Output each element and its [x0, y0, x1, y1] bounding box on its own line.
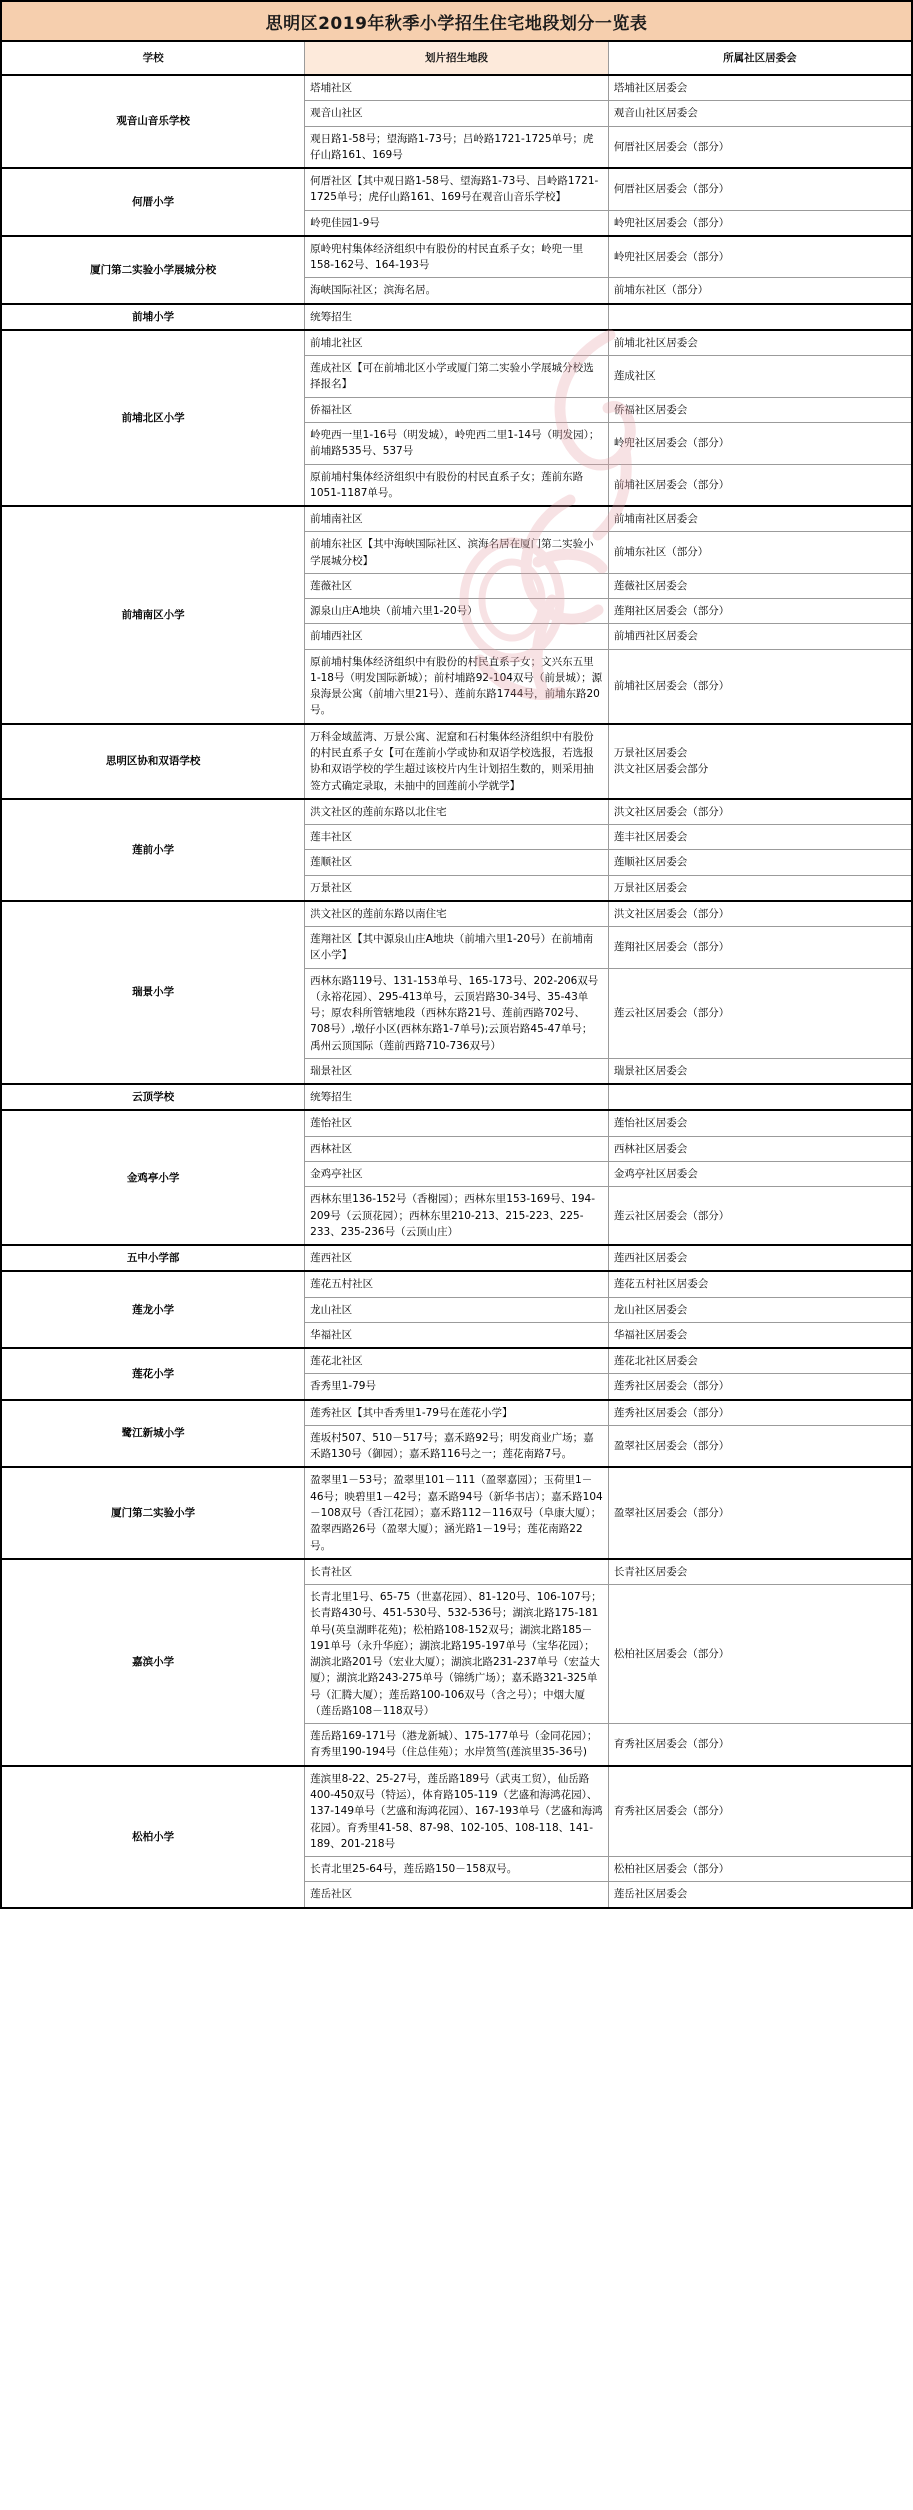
table-row	[1, 1400, 912, 1426]
cell-community-committee: 莲薇社区居委会	[608, 573, 912, 598]
cell-school-name: 何厝小学	[1, 168, 305, 236]
cell-community-committee: 前埔社区居委会（部分）	[608, 649, 912, 724]
cell-community-committee: 岭兜社区居委会（部分）	[608, 236, 912, 278]
cell-community-committee: 育秀社区居委会（部分）	[608, 1724, 912, 1766]
cell-community-committee	[608, 1084, 912, 1110]
table-title-bar	[0, 0, 913, 40]
cell-enrollment-area: 岭兜西一里1-16号（明发城），岭兜西二里1-14号（明发园）；前埔路535号、537号	[305, 422, 609, 464]
cell-enrollment-area: 海峡国际社区；滨海名居。	[305, 278, 609, 304]
cell-enrollment-area: 莲花五村社区	[305, 1271, 609, 1297]
table-row	[1, 168, 912, 210]
cell-community-committee: 松柏社区居委会（部分）	[608, 1857, 912, 1882]
cell-enrollment-area: 原岭兜村集体经济组织中有股份的村民直系子女；岭兜一里158-162号、164-193号	[305, 236, 609, 278]
cell-enrollment-area: 莲西社区	[305, 1245, 609, 1271]
cell-community-committee: 莲西社区居委会	[608, 1245, 912, 1271]
column-header-area: 划片招生地段	[305, 41, 609, 75]
cell-school-name: 云顶学校	[1, 1084, 305, 1110]
cell-enrollment-area: 莲薇社区	[305, 573, 609, 598]
cell-community-committee: 莲云社区居委会（部分）	[608, 968, 912, 1058]
cell-community-committee: 前埔东社区（部分）	[608, 278, 912, 304]
cell-community-committee: 前埔北社区居委会	[608, 330, 912, 356]
cell-school-name: 瑞景小学	[1, 901, 305, 1084]
cell-enrollment-area: 前埔西社区	[305, 624, 609, 649]
cell-enrollment-area: 原前埔村集体经济组织中有股份的村民直系子女；莲前东路1051-1187单号。	[305, 464, 609, 506]
table-row	[1, 1467, 912, 1558]
cell-enrollment-area: 瑞景社区	[305, 1058, 609, 1084]
cell-school-name: 松柏小学	[1, 1766, 305, 1908]
cell-community-committee: 瑞景社区居委会	[608, 1058, 912, 1084]
cell-enrollment-area: 长青北里25-64号，莲岳路150－158双号。	[305, 1857, 609, 1882]
table-row	[1, 1559, 912, 1585]
table-row	[1, 1271, 912, 1297]
cell-enrollment-area: 何厝社区【其中观日路1-58号、望海路1-73号、吕岭路1721-1725单号；虎仔山路161、169号在观音山音乐学校】	[305, 168, 609, 210]
cell-enrollment-area: 盈翠里1－53号；盈翠里101－111（盈翠嘉园）；玉荷里1－46号；映碧里1－42号；嘉禾路94号（新华书店）；嘉禾路104－108双号（香江花园）；嘉禾路112－116双号（阜康大厦）；盈翠西路26号（盈翠大厦）；涵光路1－19号；莲花南路22号。	[305, 1467, 609, 1558]
school-district-table	[0, 40, 913, 1909]
cell-school-name: 五中小学部	[1, 1245, 305, 1271]
cell-community-committee: 莲怡社区居委会	[608, 1110, 912, 1136]
cell-community-committee: 塔埔社区居委会	[608, 75, 912, 101]
cell-school-name: 思明区协和双语学校	[1, 724, 305, 799]
cell-school-name: 前埔小学	[1, 304, 305, 330]
table-row	[1, 1245, 912, 1271]
cell-enrollment-area: 莲成社区【可在前埔北区小学或厦门第二实验小学展城分校选择报名】	[305, 356, 609, 398]
cell-community-committee: 莲顺社区居委会	[608, 850, 912, 875]
cell-enrollment-area: 前埔东社区【其中海峡国际社区、滨海名居在厦门第二实验小学展城分校】	[305, 532, 609, 574]
cell-community-committee: 西林社区居委会	[608, 1136, 912, 1161]
cell-school-name: 鹭江新城小学	[1, 1400, 305, 1468]
cell-school-name: 厦门第二实验小学展城分校	[1, 236, 305, 304]
cell-enrollment-area: 观音山社区	[305, 101, 609, 126]
cell-community-committee: 岭兜社区居委会（部分）	[608, 210, 912, 236]
cell-school-name: 嘉滨小学	[1, 1559, 305, 1766]
cell-community-committee: 洪文社区居委会（部分）	[608, 799, 912, 825]
table-header-row	[1, 41, 912, 75]
cell-community-committee: 侨福社区居委会	[608, 397, 912, 422]
cell-enrollment-area: 塔埔社区	[305, 75, 609, 101]
cell-enrollment-area: 莲岳社区	[305, 1882, 609, 1908]
cell-community-committee: 盈翠社区居委会（部分）	[608, 1425, 912, 1467]
table-row	[1, 75, 912, 101]
cell-community-committee: 莲成社区	[608, 356, 912, 398]
cell-school-name: 莲花小学	[1, 1348, 305, 1400]
cell-community-committee: 盈翠社区居委会（部分）	[608, 1467, 912, 1558]
cell-school-name: 观音山音乐学校	[1, 75, 305, 168]
cell-community-committee: 莲翔社区居委会（部分）	[608, 599, 912, 624]
column-header-community: 所属社区居委会	[608, 41, 912, 75]
cell-school-name: 厦门第二实验小学	[1, 1467, 305, 1558]
table-row	[1, 330, 912, 356]
cell-enrollment-area: 莲顺社区	[305, 850, 609, 875]
page-title: 思明区2019年秋季小学招生住宅地段划分一览表	[265, 13, 648, 34]
cell-community-committee: 育秀社区居委会（部分）	[608, 1766, 912, 1857]
cell-enrollment-area: 洪文社区的莲前东路以南住宅	[305, 901, 609, 927]
cell-enrollment-area: 莲岳路169-171号（港龙新城）、175-177单号（金同花园）；育秀里190-194号（住总佳苑）；水岸筼筜(莲滨里35-36号)	[305, 1724, 609, 1766]
table-row	[1, 1084, 912, 1110]
cell-enrollment-area: 莲丰社区	[305, 825, 609, 850]
cell-enrollment-area: 统筹招生	[305, 304, 609, 330]
table-row	[1, 1766, 912, 1857]
cell-community-committee: 万景社区居委会	[608, 875, 912, 901]
table-row	[1, 724, 912, 799]
cell-community-committee: 前埔社区居委会（部分）	[608, 464, 912, 506]
cell-community-committee: 何厝社区居委会（部分）	[608, 168, 912, 210]
cell-enrollment-area: 莲秀社区【其中香秀里1-79号在莲花小学】	[305, 1400, 609, 1426]
cell-community-committee: 前埔东社区（部分）	[608, 532, 912, 574]
cell-community-committee: 莲岳社区居委会	[608, 1882, 912, 1908]
table-row	[1, 799, 912, 825]
cell-enrollment-area: 莲滨里8-22、25-27号，莲岳路189号（武夷工贸），仙岳路400-450双号（特运），体育路105-119（艺盛和海鸿花园）、137-149单号（艺盛和海鸿花园）、167-193单号（艺盛和海鸿花园）。育秀里41-58、87-98、102-105、108-118、141-189、201-218号	[305, 1766, 609, 1857]
cell-enrollment-area: 莲怡社区	[305, 1110, 609, 1136]
cell-enrollment-area: 万科金域蓝湾、万景公寓、泥窟和石村集体经济组织中有股份的村民直系子女【可在莲前小学或协和双语学校选报，若选报协和双语学校的学生超过该校片内生计划招生数的，则采用抽签方式确定录取，未抽中的回莲前小学就学】	[305, 724, 609, 799]
cell-enrollment-area: 岭兜佳园1-9号	[305, 210, 609, 236]
cell-community-committee: 莲秀社区居委会（部分）	[608, 1374, 912, 1400]
cell-community-committee: 莲花北社区居委会	[608, 1348, 912, 1374]
cell-community-committee: 莲秀社区居委会（部分）	[608, 1400, 912, 1426]
table-row	[1, 1348, 912, 1374]
cell-community-committee: 莲丰社区居委会	[608, 825, 912, 850]
column-header-school: 学校	[1, 41, 305, 75]
cell-school-name: 莲前小学	[1, 799, 305, 901]
cell-enrollment-area: 前埔北社区	[305, 330, 609, 356]
table-row	[1, 236, 912, 278]
cell-enrollment-area: 西林东里136-152号（香榭园）；西林东里153-169号、194-209号（云顶花园）；西林东里210-213、215-223、225-233、235-236号（云顶山庄）	[305, 1187, 609, 1245]
cell-community-committee: 前埔西社区居委会	[608, 624, 912, 649]
table-row	[1, 506, 912, 532]
cell-enrollment-area: 长青北里1号、65-75（世嘉花园）、81-120号、106-107号；长青路430号、451-530号、532-536号；湖滨北路175-181单号(英皇湖畔花苑)；松柏路108-152双号；湖滨北路185－191单号（永升华庭）；湖滨北路195-197单号（宝华花园）；湖滨北路201号（宏业大厦）；湖滨北路231-237单号（宏益大厦）；湖滨北路243-275单号（锦绣广场）；嘉禾路321-325单号（汇腾大厦）；莲岳路100-106双号（含之号）；中烟大厦（莲岳路108－118双号）	[305, 1585, 609, 1724]
cell-enrollment-area: 观日路1-58号；望海路1-73号；吕岭路1721-1725单号；虎仔山路161、169号	[305, 126, 609, 168]
cell-community-committee: 万景社区居委会 洪文社区居委会部分	[608, 724, 912, 799]
cell-enrollment-area: 洪文社区的莲前东路以北住宅	[305, 799, 609, 825]
cell-enrollment-area: 侨福社区	[305, 397, 609, 422]
cell-enrollment-area: 香秀里1-79号	[305, 1374, 609, 1400]
cell-school-name: 莲龙小学	[1, 1271, 305, 1348]
cell-community-committee: 松柏社区居委会（部分）	[608, 1585, 912, 1724]
cell-enrollment-area: 西林社区	[305, 1136, 609, 1161]
cell-enrollment-area: 统筹招生	[305, 1084, 609, 1110]
cell-community-committee: 龙山社区居委会	[608, 1297, 912, 1322]
table-body	[1, 75, 912, 1908]
cell-community-committee: 岭兜社区居委会（部分）	[608, 422, 912, 464]
cell-enrollment-area: 莲花北社区	[305, 1348, 609, 1374]
cell-community-committee: 长青社区居委会	[608, 1559, 912, 1585]
cell-school-name: 前埔南区小学	[1, 506, 305, 724]
cell-enrollment-area: 金鸡亭社区	[305, 1162, 609, 1187]
cell-school-name: 金鸡亭小学	[1, 1110, 305, 1245]
cell-community-committee	[608, 304, 912, 330]
cell-enrollment-area: 源泉山庄A地块（前埔六里1-20号）	[305, 599, 609, 624]
cell-enrollment-area: 莲翔社区【其中源泉山庄A地块（前埔六里1-20号）在前埔南区小学】	[305, 927, 609, 969]
cell-enrollment-area: 万景社区	[305, 875, 609, 901]
cell-community-committee: 莲云社区居委会（部分）	[608, 1187, 912, 1245]
cell-school-name: 前埔北区小学	[1, 330, 305, 506]
cell-enrollment-area: 莲坂村507、510－517号；嘉禾路92号；明发商业广场；嘉禾路130号（御园）；嘉禾路116号之一；莲花南路7号。	[305, 1425, 609, 1467]
table-row	[1, 901, 912, 927]
cell-enrollment-area: 西林东路119号、131-153单号、165-173号、202-206双号（永裕花园）、295-413单号，云顶岩路30-34号、35-43单号；原农科所管辖地段（西林东路21号、莲前西路702号、708号）,墩仔小区(西林东路1-7单号);云顶岩路45-47单号；禹州云顶国际（莲前西路710-736双号）	[305, 968, 609, 1058]
cell-community-committee: 莲翔社区居委会（部分）	[608, 927, 912, 969]
cell-community-committee: 洪文社区居委会（部分）	[608, 901, 912, 927]
cell-enrollment-area: 长青社区	[305, 1559, 609, 1585]
cell-enrollment-area: 原前埔村集体经济组织中有股份的村民直系子女；文兴东五里1-18号（明发国际新城）；前村埔路92-104双号（前景城）；源泉海景公寓（前埔六里21号）、莲前东路1744号，前埔东路20号。	[305, 649, 609, 724]
cell-enrollment-area: 华福社区	[305, 1322, 609, 1348]
cell-community-committee: 莲花五村社区居委会	[608, 1271, 912, 1297]
table-row	[1, 1110, 912, 1136]
cell-community-committee: 前埔南社区居委会	[608, 506, 912, 532]
table-row	[1, 304, 912, 330]
cell-community-committee: 金鸡亭社区居委会	[608, 1162, 912, 1187]
cell-enrollment-area: 前埔南社区	[305, 506, 609, 532]
cell-community-committee: 华福社区居委会	[608, 1322, 912, 1348]
cell-enrollment-area: 龙山社区	[305, 1297, 609, 1322]
cell-community-committee: 何厝社区居委会（部分）	[608, 126, 912, 168]
cell-community-committee: 观音山社区居委会	[608, 101, 912, 126]
